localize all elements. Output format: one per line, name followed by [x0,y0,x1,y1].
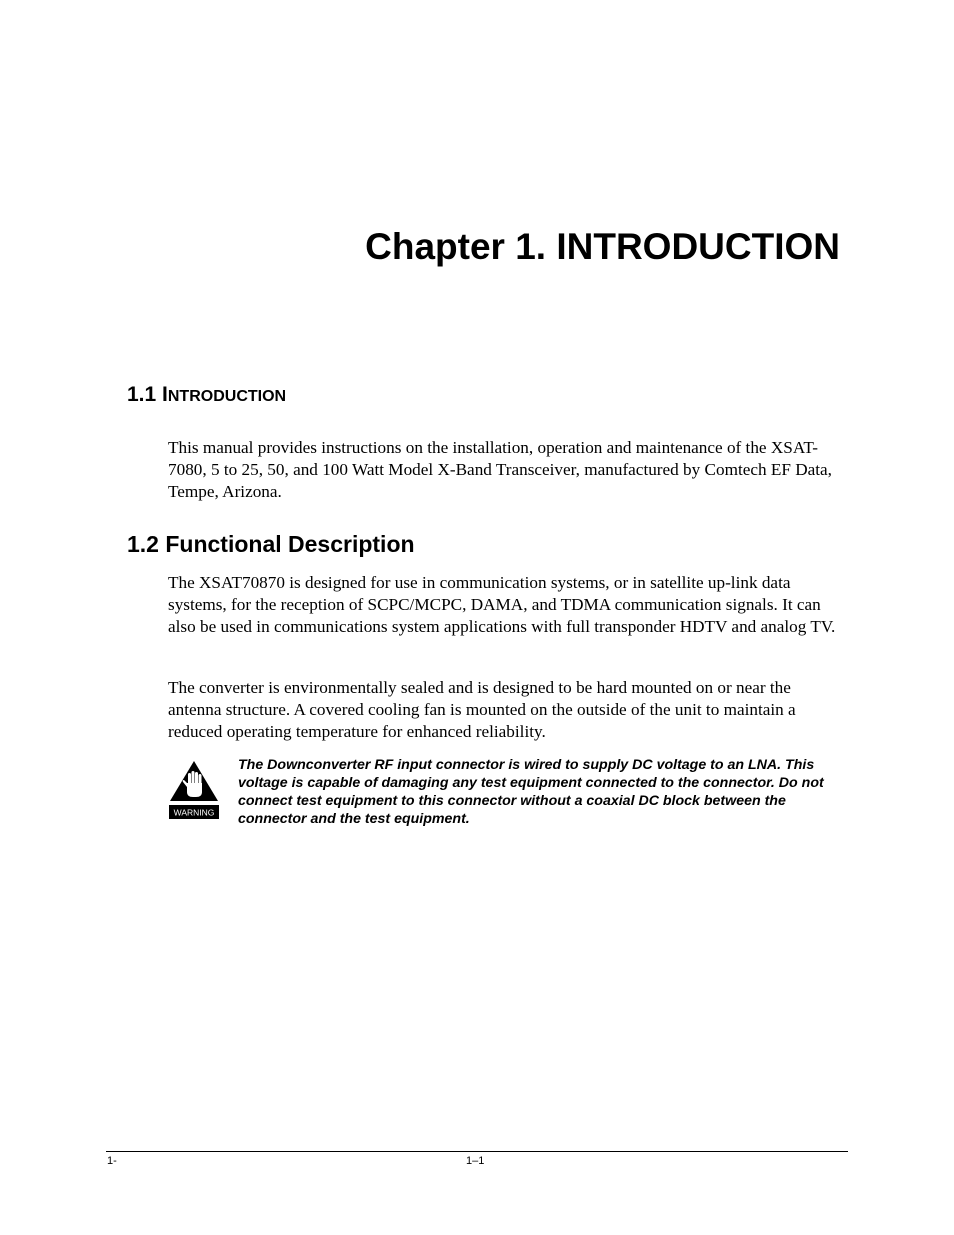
introduction-paragraph: This manual provides instructions on the installation, operation and maintenance of the XSAT-7080, 5 to 25, 50, and 100 Watt Model X-Band Transceiver, manufactured by Comtech EF Data, Tempe, Arizona. [168,438,832,501]
warning-text: The Downconverter RF input connector is wired to supply DC voltage to an LNA. This voltage is capable of damaging any test equipment connected to the connector. Do not connect test equipment to this connector without a coaxial DC block between the connector and the test equipment. [238,757,824,827]
section-title-initial: I [162,383,168,406]
warning-icon-label: WARNING [173,807,215,818]
chapter-title: Chapter 1. INTRODUCTION [365,226,840,267]
footer-rule [106,1151,848,1152]
section-heading-introduction [127,380,286,412]
section-title-rest: NTRODUCTION [167,388,287,405]
section-heading-functional-description: 1.2 Functional Description [127,531,415,557]
functional-description-paragraph-1: The XSAT70870 is designed for use in communication systems, or in satellite up-link data systems, for the reception of SCPC/MCPC, DAMA, and TDMA communication signals. It can also be used in communications system applications with full transponder HDTV and analog TV. [168,573,836,636]
section-number: 1.1 [127,383,163,406]
footer-left: 1- [107,1155,117,1167]
functional-description-paragraph-2: The converter is environmentally sealed and is designed to be hard mounted on or near the antenna structure. A covered cooling fan is mounted on the outside of the unit to maintain a reduced operating temperature for enhanced reliability. [168,678,796,741]
page-number: 1–1 [466,1155,485,1167]
warning-hand-icon [168,759,220,823]
